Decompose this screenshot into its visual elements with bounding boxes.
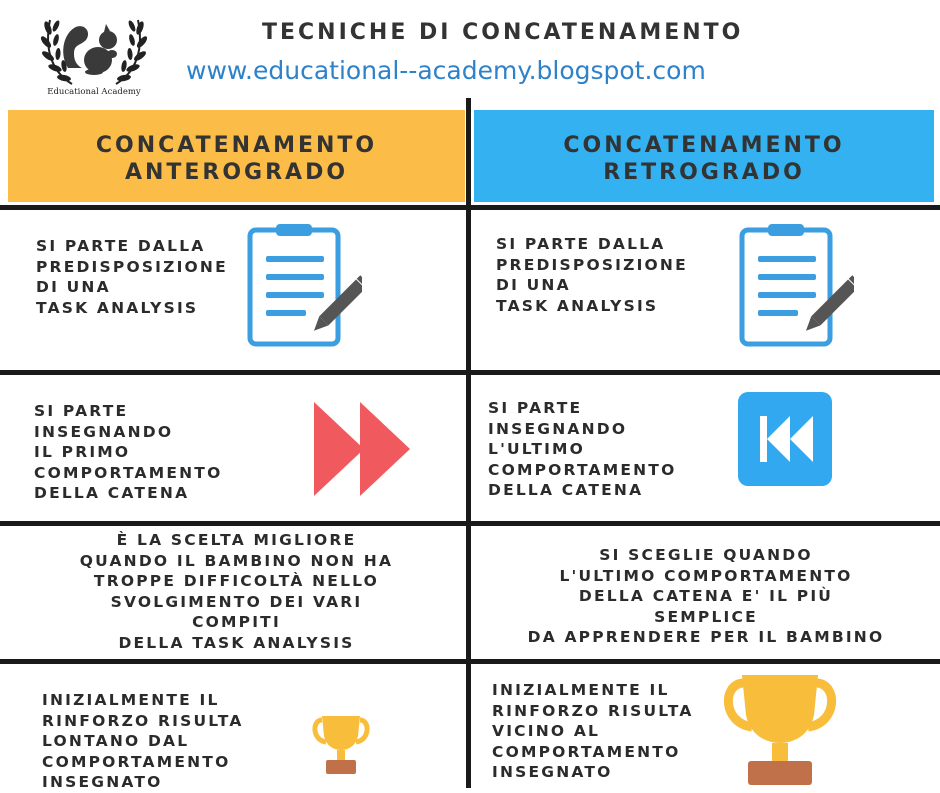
- text-line: L'ULTIMO: [488, 440, 586, 458]
- text-line: INIZIALMENTE IL: [42, 691, 220, 709]
- text-line: SI PARTE DALLA: [496, 235, 666, 253]
- text-line: DI UNA: [496, 276, 571, 294]
- row-divider: [0, 659, 940, 664]
- text-line: INIZIALMENTE IL: [492, 681, 670, 699]
- left-heading-line-1: CONCATENAMENTO: [95, 133, 378, 158]
- text-line: COMPITI: [192, 613, 281, 631]
- text-line: COMPORTAMENTO: [488, 460, 677, 479]
- blog-url-link[interactable]: www.educational--academy.blogspot.com: [186, 56, 706, 85]
- row3-left-text: [8, 530, 465, 653]
- row1-right-text: [496, 234, 688, 316]
- row2-left-text: [34, 401, 222, 504]
- text-line: QUANDO IL BAMBINO NON HA: [79, 551, 394, 570]
- right-heading-line-2: RETROGRADO: [603, 160, 805, 185]
- text-line: L'ULTIMO COMPORTAMENTO: [559, 566, 853, 585]
- squirrel-logo-icon: [38, 6, 150, 90]
- text-line: RINFORZO RISULTA: [492, 701, 694, 720]
- text-line: DELLA TASK ANALYSIS: [118, 633, 355, 652]
- text-line: TASK ANALYSIS: [496, 296, 659, 315]
- text-line: INSEGNATO: [492, 763, 613, 781]
- text-line: INSEGNANDO: [34, 422, 174, 441]
- text-line: RINFORZO RISULTA: [42, 711, 244, 730]
- logo-caption: Educational Academy: [47, 87, 141, 97]
- fast-forward-icon: [312, 400, 412, 498]
- row-divider: [0, 521, 940, 526]
- text-line: VICINO AL: [492, 722, 601, 740]
- clipboard-pencil-icon: [738, 222, 854, 348]
- left-heading-line-2: ANTEROGRADO: [124, 160, 349, 185]
- left-column-heading: [8, 110, 465, 202]
- trophy-icon-small: [310, 714, 372, 776]
- text-line: SI PARTE: [488, 399, 583, 417]
- page-title: TECNICHE DI CONCATENAMENTO: [262, 20, 744, 45]
- text-line: SI PARTE: [34, 402, 129, 420]
- text-line: COMPORTAMENTO: [42, 752, 231, 771]
- logo: [38, 6, 150, 98]
- text-line: INSEGNATO: [42, 773, 163, 791]
- row2-right-text: [488, 398, 676, 501]
- text-line: È LA SCELTA MIGLIORE: [116, 531, 357, 549]
- row-divider: [0, 205, 940, 210]
- rewind-button-icon: [738, 392, 832, 486]
- text-line: INSEGNANDO: [488, 419, 628, 438]
- trophy-icon-large: [720, 673, 840, 787]
- right-heading-line-1: CONCATENAMENTO: [563, 133, 845, 158]
- row-divider: [0, 370, 940, 375]
- column-divider: [466, 98, 471, 788]
- right-column-heading: [474, 110, 934, 202]
- text-line: COMPORTAMENTO: [34, 463, 223, 482]
- text-line: SVOLGIMENTO DEI VARI: [110, 592, 363, 611]
- text-line: SI PARTE DALLA: [36, 237, 206, 255]
- text-line: SI SCEGLIE QUANDO: [599, 546, 813, 564]
- text-line: DELLA CATENA: [34, 484, 190, 502]
- row1-left-text: [36, 236, 228, 318]
- text-line: TASK ANALYSIS: [36, 298, 199, 317]
- text-line: TROPPE DIFFICOLTÀ NELLO: [93, 572, 380, 590]
- text-line: DELLA CATENA: [488, 481, 644, 499]
- text-line: PREDISPOSIZIONE: [36, 257, 228, 276]
- text-line: SEMPLICE: [654, 607, 758, 626]
- row3-right-text: [472, 545, 940, 648]
- text-line: COMPORTAMENTO: [492, 742, 681, 761]
- text-line: DA APPRENDERE PER IL BAMBINO: [527, 628, 885, 646]
- row4-right-text: [492, 680, 694, 783]
- text-line: PREDISPOSIZIONE: [496, 255, 688, 274]
- text-line: DI UNA: [36, 278, 111, 296]
- row4-left-text: [42, 690, 244, 793]
- text-line: IL PRIMO: [34, 443, 131, 461]
- text-line: LONTANO DAL: [42, 732, 190, 750]
- text-line: DELLA CATENA E' IL PIÙ: [578, 587, 834, 605]
- clipboard-pencil-icon: [246, 222, 362, 348]
